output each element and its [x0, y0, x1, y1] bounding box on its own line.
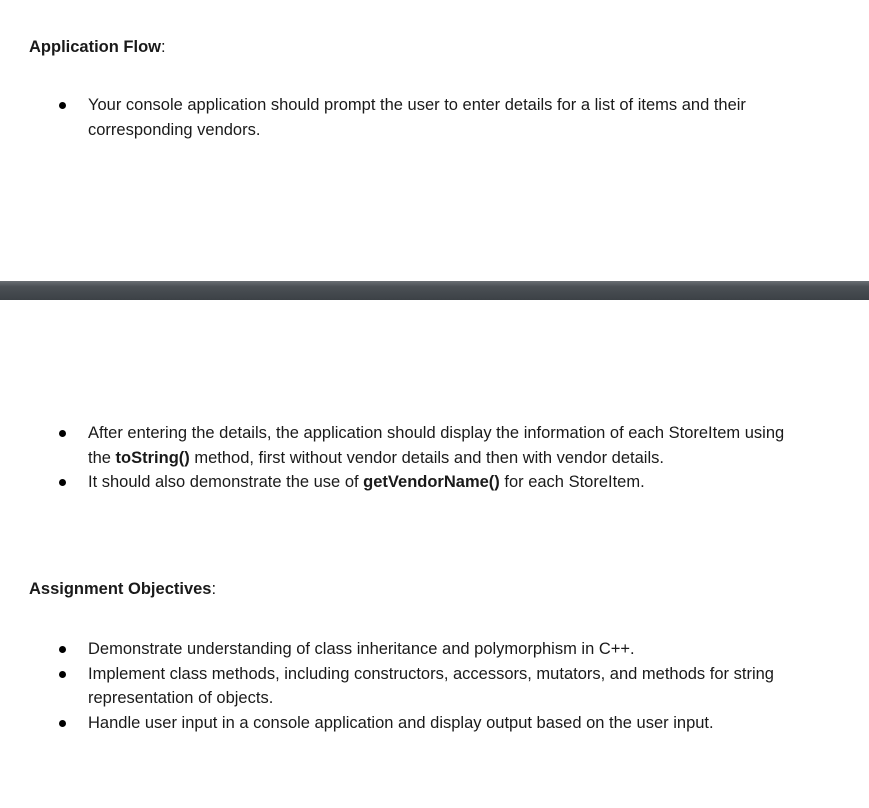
display-details-list	[0, 421, 869, 495]
list-item: Your console application should prompt the user to enter details for a list of items and their corresponding vendors.	[0, 93, 788, 142]
list-item: Handle user input in a console application and display output based on the user input.	[0, 711, 788, 736]
list-item: After entering the details, the application should display the information of each StoreItem using the toString() method, first without vendor details and then with vendor details.	[0, 421, 788, 470]
list-item: It should also demonstrate the use of getVendorName() for each StoreItem.	[0, 470, 788, 495]
application-flow-list	[0, 93, 869, 142]
list-item: Demonstrate understanding of class inheritance and polymorphism in C++.	[0, 637, 788, 662]
objectives-list	[0, 637, 869, 735]
page-divider	[0, 281, 869, 300]
list-item: Implement class methods, including constructors, accessors, mutators, and methods for string representation of objects.	[0, 662, 788, 711]
heading-application-flow: Application Flow:	[29, 38, 166, 56]
heading-assignment-objectives: Assignment Objectives:	[29, 580, 217, 598]
